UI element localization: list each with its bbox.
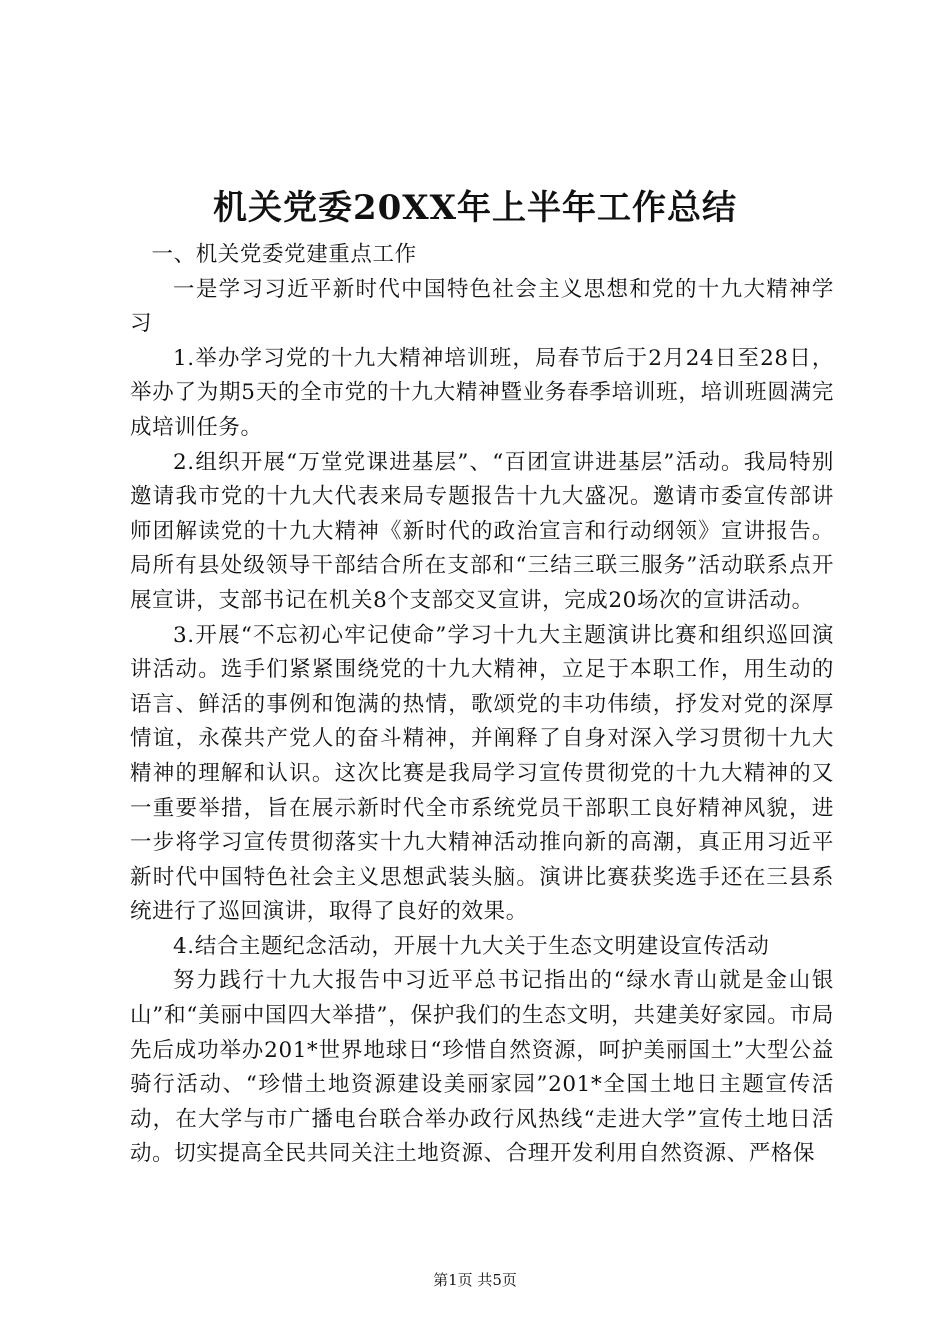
document-body: [130, 238, 834, 1172]
page-footer: 第1页 共5页: [433, 1271, 517, 1289]
paragraph: 4.结合主题纪念活动，开展十九大关于生态文明建设宣传活动: [173, 933, 770, 959]
paragraph: 2.组织开展“万堂党课进基层”、“百团宣讲进基层”活动。我局特别邀请我市党的十九大代表来局专题报告十九大盛况。邀请市委宣传部讲师团解读党的十九大精神《新时代的政治宣言和行动纲领》宣讲报告。局所有县处级领导干部结合所在支部和“三结三联三服务”活动联系点开展宣讲，支部书记在机关8个支部交叉宣讲，完成20场次的宣讲活动。: [130, 449, 834, 613]
paragraph: 1.举办学习党的十九大精神培训班，局春节后于2月24日至28日，举办了为期5天的全市党的十九大精神暨业务春季培训班，培训班圆满完成培训任务。: [130, 345, 834, 440]
sub-heading: 一是学习习近平新时代中国特色社会主义思想和党的十九大精神学习: [130, 276, 834, 337]
section-heading: 一、机关党委党建重点工作: [151, 242, 417, 267]
paragraph: 3.开展“不忘初心牢记使命”学习十九大主题演讲比赛和组织巡回演讲活动。选手们紧紧围绕党的十九大精神，立足于本职工作，用生动的语言、鲜活的事例和饱满的热情，歌颂党的丰功伟绩，抒发对党的深厚情谊，永葆共产党人的奋斗精神，并阐释了自身对深入学习贯彻十九大精神的理解和认识。这次比赛是我局学习宣传贯彻党的十九大精神的又一重要举措，旨在展示新时代全市系统党员干部职工良好精神风貌，进一步将学习宣传贯彻落实十九大精神活动推向新的高潮，真正用习近平新时代中国特色社会主义思想武装头脑。演讲比赛获奖选手还在三县系统进行了巡回演讲，取得了良好的效果。: [130, 622, 834, 925]
document-title: 机关党委20XX年上半年工作总结: [212, 188, 738, 228]
paragraph: 努力践行十九大报告中习近平总书记指出的“绿水青山就是金山银山”和“美丽中国四大举措”，保护我们的生态文明，共建美好家园。市局先后成功举办201*世界地球日“珍惜自然资源，呵护美丽国土”大型公益骑行活动、“珍惜土地资源建设美丽家园”201*全国土地日主题宣传活动，在大学与市广播电台联合举办政行风热线“走进大学”宣传土地日活动。切实提高全民共同关注土地资源、合理开发利用自然资源、严格保: [130, 968, 834, 1167]
